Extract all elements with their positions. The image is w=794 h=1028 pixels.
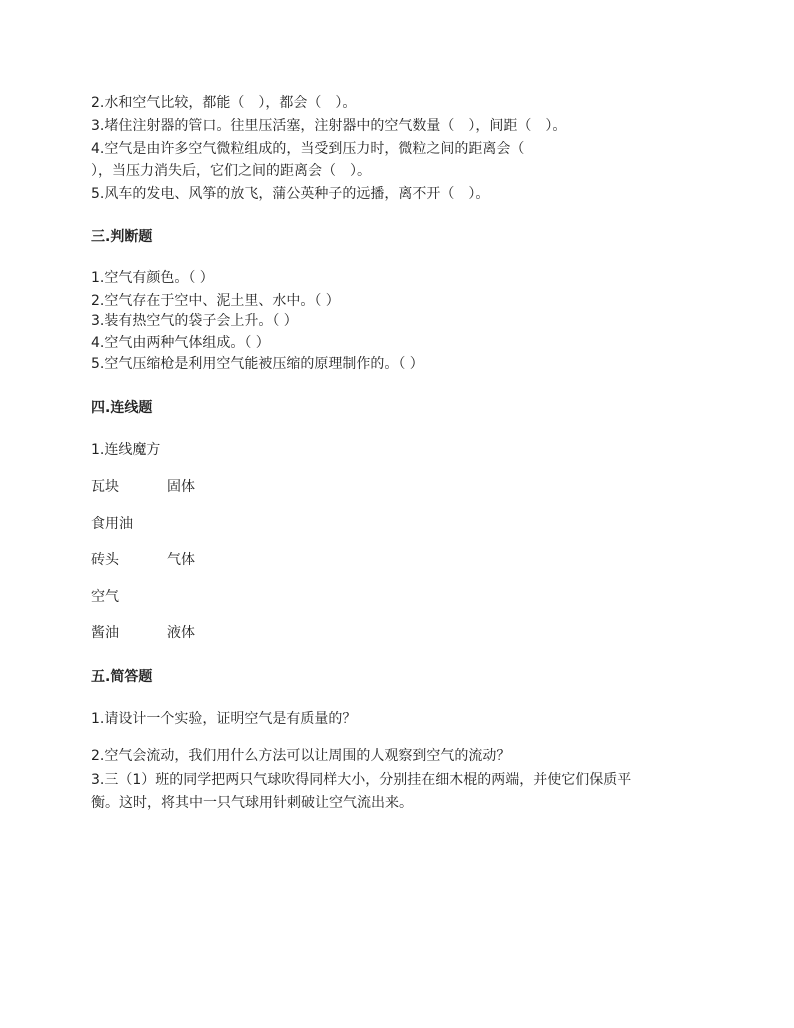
section-heading-judgment: 三.判断题 xyxy=(91,229,153,245)
match-right-item-3: 液体 xyxy=(167,625,195,641)
judgment-question-3: 3.装有热空气的袋子会上升。（ ） xyxy=(91,313,298,329)
short-answer-question-3-line-1: 3.三（1）班的同学把两只气球吹得同样大小，分别挂在细木棍的两端，并使它们保质平 xyxy=(91,772,632,788)
short-answer-question-1: 1.请设计一个实验，证明空气是有质量的？ xyxy=(91,711,357,727)
fill-in-question-4-line-1: 4.空气是由许多空气微粒组成的，当受到压力时，微粒之间的距离会（ xyxy=(91,141,525,157)
fill-in-question-5: 5.风车的发电、风筝的放飞，蒲公英种子的远播，离不开（ ）。 xyxy=(91,186,490,202)
judgment-question-4: 4.空气由两种气体组成。（ ） xyxy=(91,335,270,351)
match-left-item-3: 砖头 xyxy=(91,552,119,568)
match-left-item-1: 瓦块 xyxy=(91,479,119,495)
judgment-question-5: 5.空气压缩枪是利用空气能被压缩的原理制作的。（ ） xyxy=(91,356,424,372)
fill-in-question-3: 3.堵住注射器的管口。往里压活塞，注射器中的空气数量（ ），间距（ ）。 xyxy=(91,118,567,134)
short-answer-question-2: 2.空气会流动，我们用什么方法可以让周围的人观察到空气的流动？ xyxy=(91,748,511,764)
section-heading-matching: 四.连线题 xyxy=(91,400,153,416)
match-right-item-1: 固体 xyxy=(167,479,195,495)
match-left-item-2: 食用油 xyxy=(91,516,133,532)
section-heading-short-answer: 五.简答题 xyxy=(91,669,153,685)
judgment-question-2: 2.空气存在于空中、泥土里、水中。（ ） xyxy=(91,293,340,309)
judgment-question-1: 1.空气有颜色。（ ） xyxy=(91,270,214,286)
fill-in-question-2: 2.水和空气比较，都能（ ），都会（ ）。 xyxy=(91,95,357,111)
match-left-item-5: 酱油 xyxy=(91,625,119,641)
matching-question-1: 1.连线魔方 xyxy=(91,442,161,458)
match-left-item-4: 空气 xyxy=(91,589,119,605)
short-answer-question-3-line-2: 衡。这时，将其中一只气球用针刺破让空气流出来。 xyxy=(91,795,413,811)
fill-in-question-4-line-2: ），当压力消失后，它们之间的距离会（ ）。 xyxy=(91,163,371,179)
match-right-item-2: 气体 xyxy=(167,552,195,568)
